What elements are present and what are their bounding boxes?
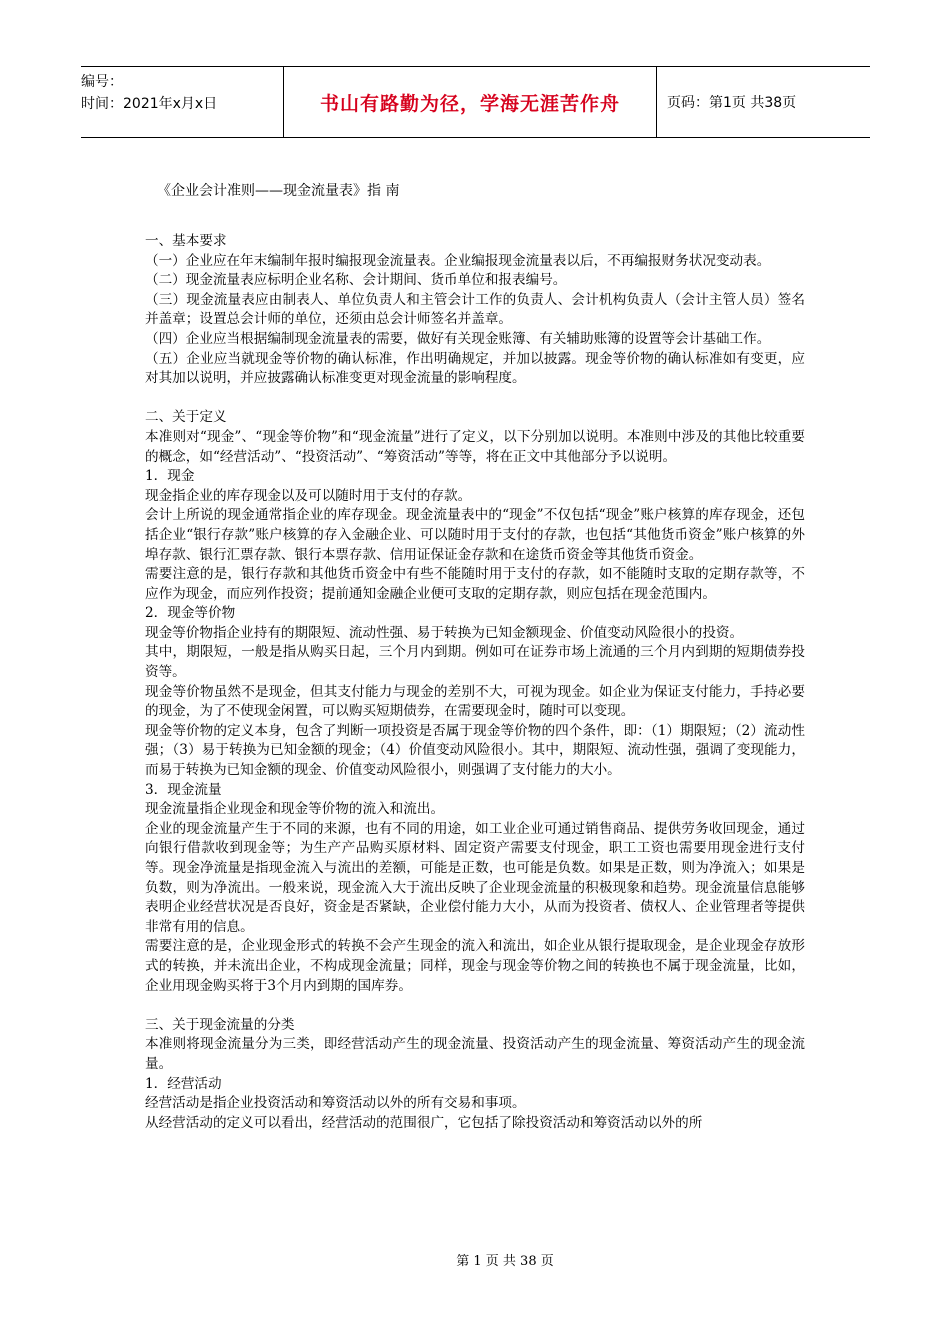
body-paragraph: 从经营活动的定义可以看出，经营活动的范围很广，它包括了除投资活动和筹资活动以外的所 — [145, 1114, 703, 1131]
body-paragraph: 1．经营活动 — [145, 1075, 222, 1092]
body-paragraph: （四）企业应当根据编制现金流量表的需要，做好有关现金账簿、有关辅助账簿的设置等会计基础工作。 — [145, 330, 771, 347]
body-paragraph: 现金等价物虽然不是现金，但其支付能力与现金的差别不大，可视为现金。如企业为保证支付能力，手持必要的现金，为了不使现金闲置，可以购买短期债券，在需要现金时，随时可以变现。 — [145, 683, 805, 720]
document-body — [145, 232, 805, 1133]
body-paragraph: 一、基本要求 — [145, 233, 227, 249]
body-paragraph: 本准则将现金流量分为三类，即经营活动产生的现金流量、投资活动产生的现金流量、筹资活动产生的现金流量。 — [145, 1036, 805, 1072]
body-paragraph: （五）企业应当就现金等价物的确认标准，作出明确规定，并加以披露。现金等价物的确认标准如有变更，应对其加以说明，并应披露确认标准变更对现金流量的影响程度。 — [145, 350, 805, 387]
body-paragraph: 2．现金等价物 — [145, 605, 236, 622]
page-footer: 第 1 页 共 38 页 — [456, 1254, 554, 1269]
body-paragraph: 其中，期限短，一般是指从购买日起，三个月内到期。例如可在证券市场上流通的三个月内到期的短期债券投资等。 — [145, 644, 805, 681]
document-date: 时间：2021年x月x日 — [81, 96, 218, 112]
body-paragraph: 经营活动是指企业投资活动和筹资活动以外的所有交易和事项。 — [145, 1095, 526, 1112]
blank-line — [145, 389, 805, 409]
body-paragraph: 现金指企业的库存现金以及可以随时用于支付的存款。 — [145, 487, 472, 504]
body-paragraph: 3．现金流量 — [145, 781, 222, 798]
body-paragraph: 需要注意的是，企业现金形式的转换不会产生现金的流入和流出，如企业从银行提取现金，是企业现金存放形式的转换，并未流出企业，不构成现金流量；同样，现金与现金等价物之间的转换也不属于现金流量，比如，企业用现金购买将于3个月内到期的国库券。 — [145, 938, 805, 994]
body-paragraph: （一）企业应在年末编制年报时编报现金流量表。企业编报现金流量表以后，不再编报财务状况变动表。 — [145, 252, 771, 269]
body-paragraph: （二）现金流量表应标明企业名称、会计期间、货币单位和报表编号。 — [145, 272, 567, 289]
body-paragraph: 1．现金 — [145, 468, 195, 485]
document-number-label: 编号： — [81, 74, 123, 90]
body-paragraph: 企业的现金流量产生于不同的来源，也有不同的用途，如工业企业可通过销售商品、提供劳务收回现金，通过向银行借款收到现金等；为生产产品购买原材料、固定资产需要支付现金，职工工资也需要用现金进行支付等。现金净流量是指现金流入与流出的差额，可能是正数，也可能是负数。如果是正数，则为净流入；如果是负数，则为净流出。一般来说，现金流入大于流出反映了企业现金流量的积极现象和趋势。现金流量信息能够表明企业经营状况是否良好，资金是否紧缺，企业偿付能力大小，从而为投资者、债权人、企业管理者等提供非常有用的信息。 — [145, 820, 805, 935]
body-paragraph: 三、关于现金流量的分类 — [145, 1016, 295, 1033]
body-paragraph: 二、关于定义 — [145, 409, 227, 426]
document-title: 《企业会计准则——现金流量表》指 南 — [157, 183, 400, 199]
blank-line — [145, 996, 805, 1016]
body-paragraph: 现金等价物指企业持有的期限短、流动性强、易于转换为已知金额现金、价值变动风险很小的投资。 — [145, 624, 744, 641]
header-motto: 书山有路勤为径，学海无涯苦作舟 — [283, 67, 657, 137]
body-paragraph: 会计上所说的现金通常指企业的库存现金。现金流量表中的“现金”不仅包括“现金”账户核算的库存现金，还包括企业“银行存款”账户核算的存入金融企业、可以随时用于支付的存款，也包括“其他货币资金”账户核算的外埠存款、银行汇票存款、银行本票存款、信用证保证金存款和在途货币资金等其他货币资金。 — [145, 507, 805, 563]
header-page-info: 页码：第1页 共38页 — [667, 95, 797, 111]
body-paragraph: 现金等价物的定义本身，包含了判断一项投资是否属于现金等价物的四个条件，即：（1）期限短；（2）流动性强；（3）易于转换为已知金额的现金；（4）价值变动风险很小。其中，期限短、流动性强，强调了变现能力，而易于转换为已知金额的现金、价值变动风险很小，则强调了支付能力的大小。 — [145, 722, 805, 779]
body-paragraph: 本准则对“现金”、“现金等价物”和“现金流量”进行了定义，以下分别加以说明。本准则中涉及的其他比较重要的概念，如“经营活动”、“投资活动”、“筹资活动”等等，将在正文中其他部分予以说明。 — [145, 428, 805, 465]
body-paragraph: 现金流量指企业现金和现金等价物的流入和流出。 — [145, 801, 445, 818]
body-paragraph: （三）现金流量表应由制表人、单位负责人和主管会计工作的负责人、会计机构负责人（会计主管人员）签名并盖章；设置总会计师的单位，还须由总会计师签名并盖章。 — [145, 291, 805, 328]
header-meta — [81, 67, 283, 137]
page-header — [81, 66, 870, 138]
body-paragraph: 需要注意的是，银行存款和其他货币资金中有些不能随时用于支付的存款，如不能随时支取的定期存款等，不应作为现金，而应列作投资；提前通知金融企业便可支取的定期存款，则应包括在现金范围内。 — [145, 566, 805, 602]
